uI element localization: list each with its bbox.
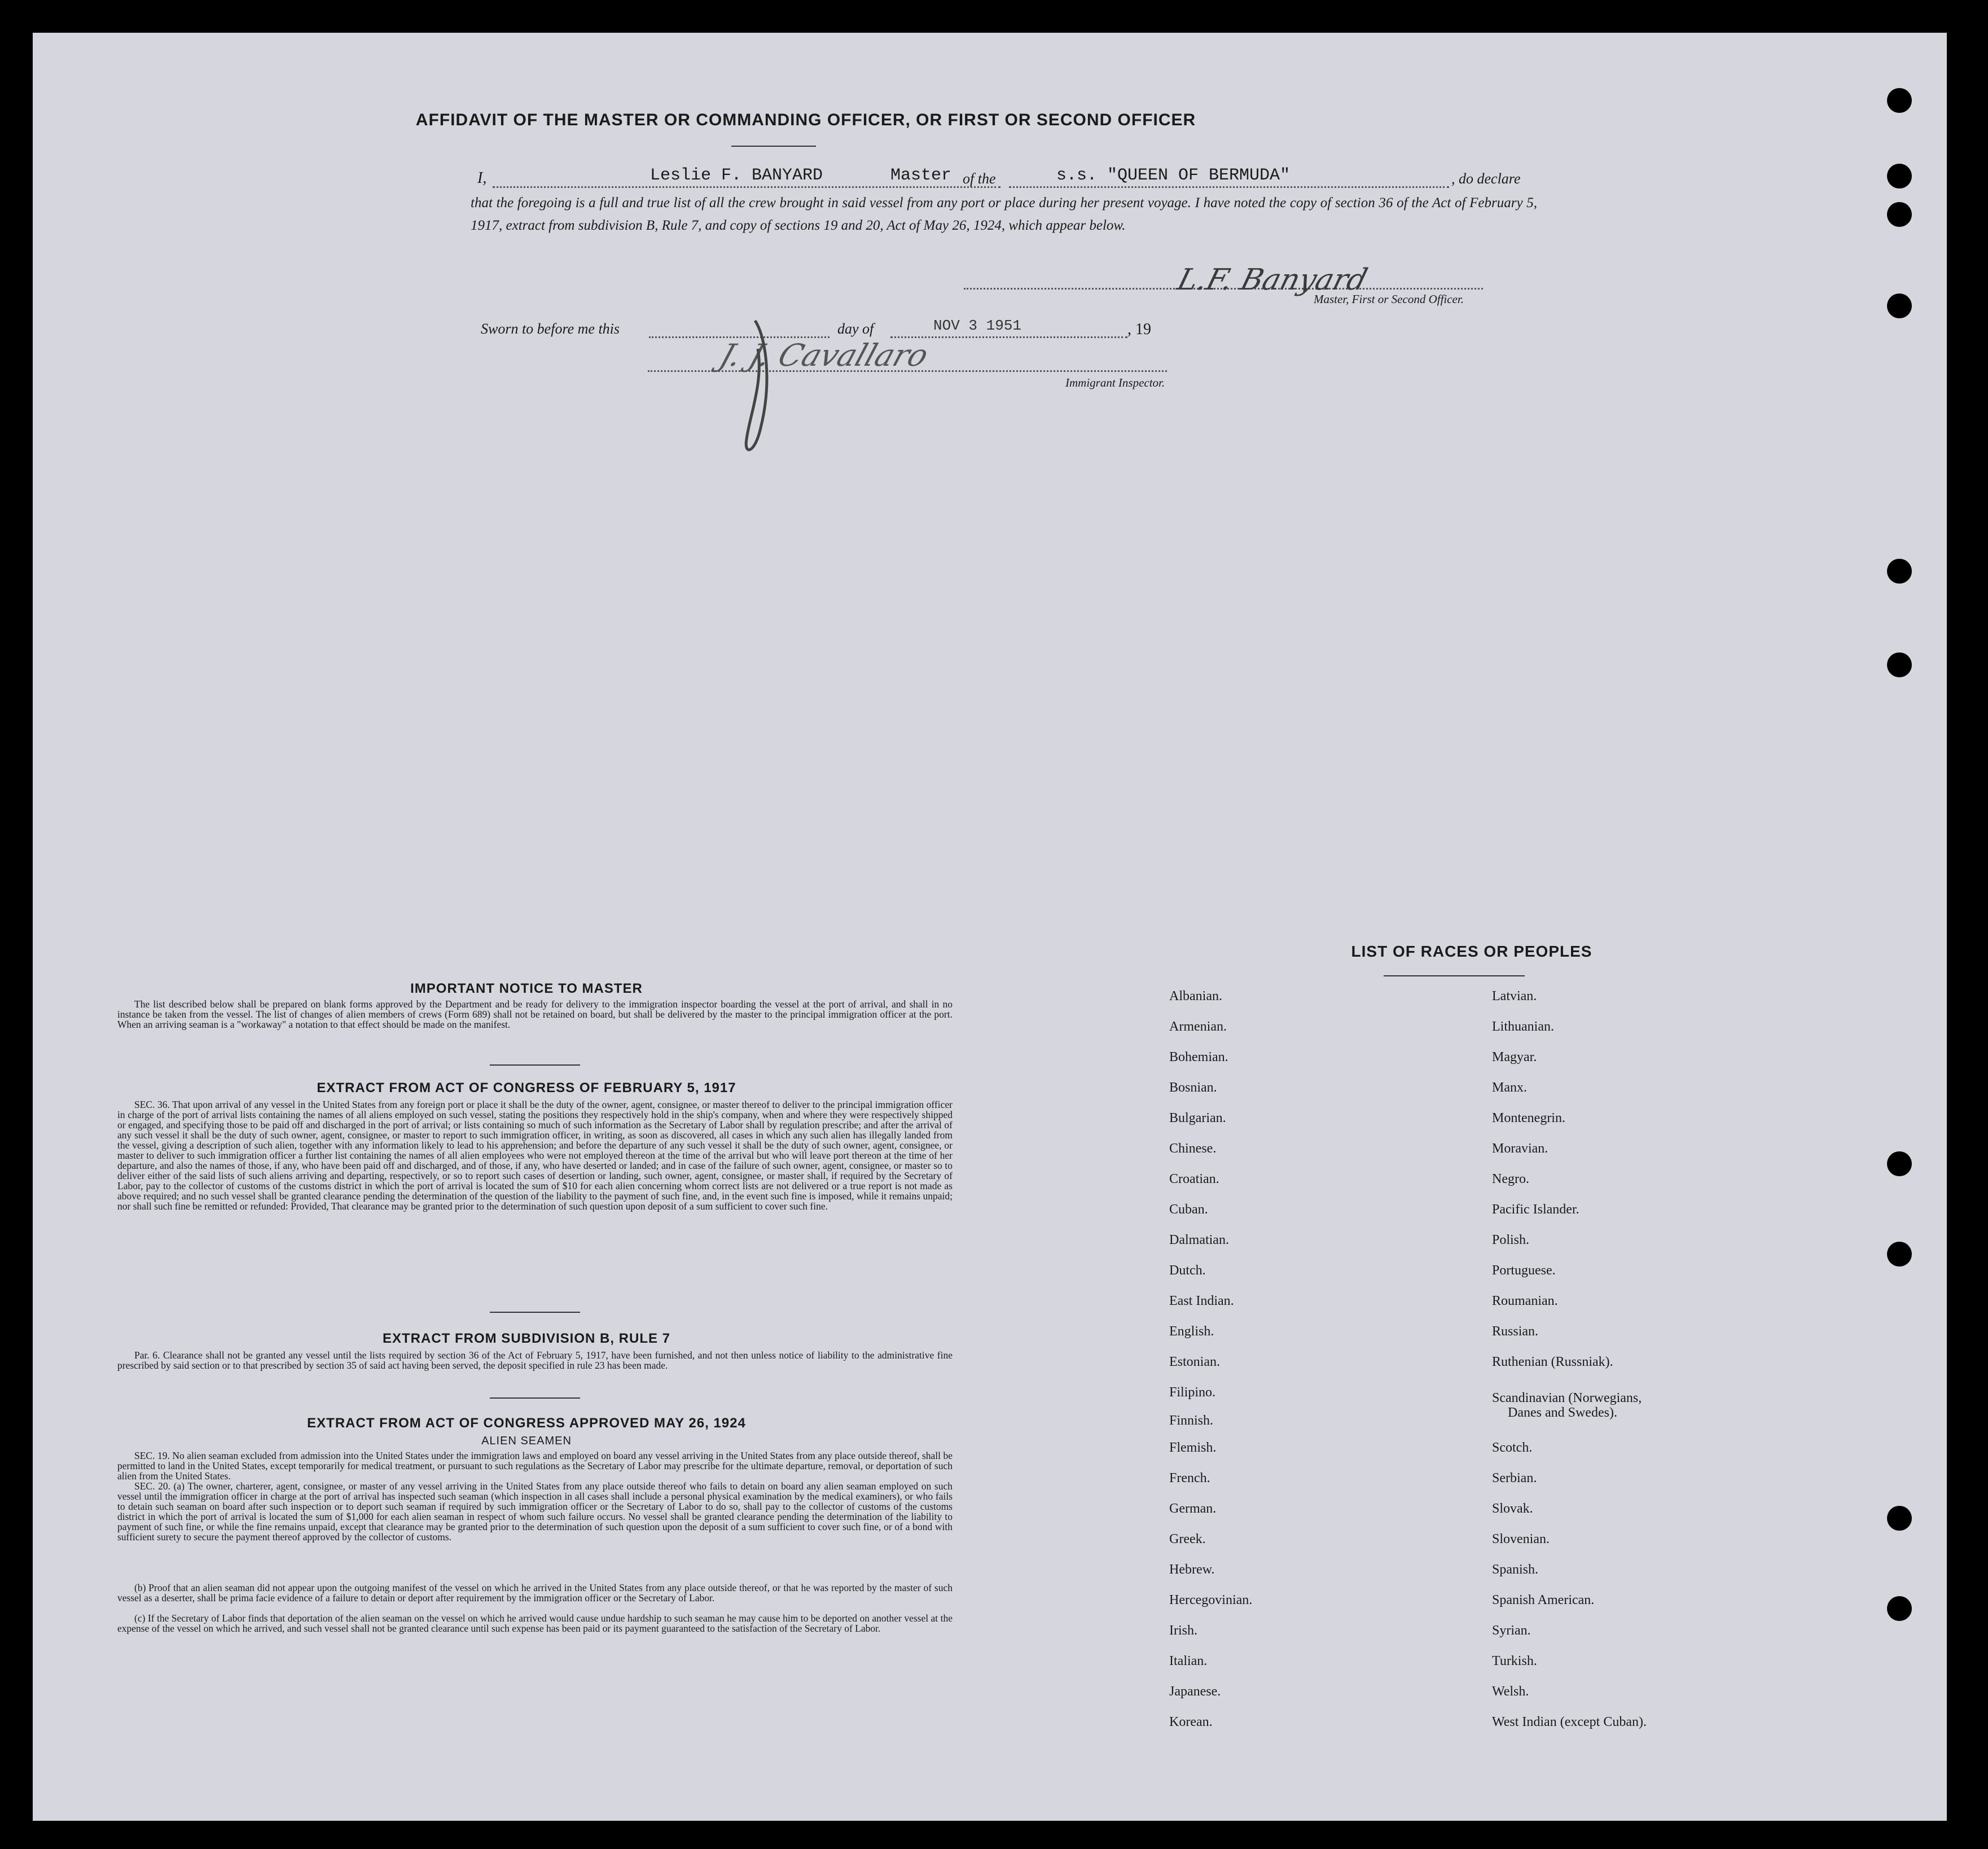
- race-item: Japanese.: [1169, 1684, 1221, 1699]
- race-item: Scandinavian (Norwegians,: [1492, 1391, 1642, 1405]
- race-item: Slovak.: [1492, 1501, 1533, 1516]
- extract-1924-sec19: SEC. 19. No alien seaman excluded from admission into the United States under the immigration laws and employed on board any vessel arriving in the United States from any place outside thereof, shall be permitted to land in the United States, except temporarily for medical treatment, or pursuant to such regulations as the Secretary of Labor may prescribe for the ultimate departure, removal, or deportation of such alien from the United States.: [117, 1450, 953, 1482]
- race-item: Bulgarian.: [1169, 1111, 1226, 1125]
- race-item: Polish.: [1492, 1233, 1530, 1247]
- race-item: Spanish American.: [1492, 1593, 1595, 1607]
- punch-hole: [1887, 1151, 1912, 1176]
- inspector-caption: Immigrant Inspector.: [1065, 376, 1165, 389]
- master-signature: L.F. Banyard: [1173, 263, 1371, 297]
- punch-hole: [1887, 559, 1912, 584]
- race-item: Dutch.: [1169, 1263, 1206, 1278]
- race-item: Portuguese.: [1492, 1263, 1556, 1278]
- race-item: Spanish.: [1492, 1562, 1539, 1577]
- race-item: Roumanian.: [1492, 1294, 1558, 1308]
- race-item: Dalmatian.: [1169, 1233, 1229, 1247]
- race-item: Armenian.: [1169, 1019, 1227, 1034]
- race-item: Greek.: [1169, 1532, 1206, 1546]
- race-item: Turkish.: [1492, 1654, 1537, 1668]
- race-item: French.: [1169, 1471, 1210, 1486]
- notice-title: IMPORTANT NOTICE TO MASTER: [410, 981, 643, 996]
- race-item: Negro.: [1492, 1172, 1529, 1186]
- punch-hole: [1887, 1596, 1912, 1621]
- race-item: Hebrew.: [1169, 1562, 1215, 1577]
- officer-caption: Master, First or Second Officer.: [1314, 292, 1464, 306]
- extract-1917-title: EXTRACT FROM ACT OF CONGRESS OF FEBRUARY 5, 1917: [317, 1080, 736, 1096]
- race-item: Korean.: [1169, 1715, 1213, 1729]
- race-item: Irish.: [1169, 1623, 1197, 1638]
- race-item: West Indian (except Cuban).: [1492, 1715, 1647, 1729]
- race-item: Flemish.: [1169, 1440, 1217, 1455]
- race-item: Cuban.: [1169, 1202, 1208, 1217]
- race-item: Moravian.: [1492, 1141, 1548, 1156]
- punch-hole: [1887, 293, 1912, 318]
- master-name: Leslie F. BANYARD: [650, 166, 823, 185]
- divider: [490, 1064, 580, 1066]
- vessel-name: s.s. "QUEEN OF BERMUDA": [1056, 166, 1291, 185]
- affidavit-title: AFFIDAVIT OF THE MASTER OR COMMANDING OFFICER, OR FIRST OR SECOND OFFICER: [415, 111, 1196, 129]
- notice-text: The list described below shall be prepared on blank forms approved by the Department and be ready for delivery to the immigration inspector boarding the vessel at the port of arrival, and shall in no instance be taken from the vessel. The list of changes of alien members of crews (Form 689) shall not be retained on board, but shall be delivered by the master to the principal immigration officer at the port. When an arriving seaman is a "workaway" a notation to that effect should be made on the manifest.: [117, 998, 953, 1030]
- master-rank: Master: [890, 166, 952, 185]
- punch-hole: [1887, 164, 1912, 189]
- vessel-line: [1009, 186, 1449, 188]
- race-item: Bohemian.: [1169, 1050, 1228, 1064]
- extract-1924-subtitle: ALIEN SEAMEN: [481, 1435, 572, 1447]
- rule7-title: EXTRACT FROM SUBDIVISION B, RULE 7: [382, 1331, 671, 1346]
- race-item: Filipino.: [1169, 1385, 1216, 1400]
- punch-hole: [1887, 88, 1912, 113]
- name-line: [493, 186, 1000, 188]
- sworn-label: Sworn to before me this: [481, 321, 620, 337]
- date-stamp: NOV 3 1951: [933, 317, 1022, 334]
- punch-hole: [1887, 1506, 1912, 1531]
- race-item: Albanian.: [1169, 989, 1222, 1004]
- rule7-text: Par. 6. Clearance shall not be granted any vessel until the lists required by section 36 of the Act of February 5, 1917, have been furnished, and not then unless notice of liability to the administrative fine prescribed by said section or to that prescribed by section 35 of said act having been served, the deposit specified in rule 23 has been made.: [117, 1349, 953, 1371]
- race-item: Magyar.: [1492, 1050, 1537, 1064]
- extract-1924-sec20a: SEC. 20. (a) The owner, charterer, agent, consignee, or master of any vessel arriving in the United States from any place outside thereof who fails to detain on board any alien seaman employed on such vessel until the immigration officer in charge at the port of arrival has inspected such seaman (which inspection in all cases shall include a personal physical examination by the medical examiners), or who fails to detain such seaman on board after such inspection or to deport such seaman if required by such immigration officer or the Secretary of Labor to do so, shall pay to the collector of customs of the customs district in which the port of arrival is located the sum of $1,000 for each alien seaman in respect of whom such failure occurs. No vessel shall be granted clearance pending the determination of the liability to payment of such fine, or while the fine remains unpaid, except that clearance may be granted prior to the determination of such question upon the deposit of a sum sufficient to cover such fine, or of a bond with sufficient surety to secure the payment thereof approved by the collector of customs.: [117, 1480, 953, 1543]
- race-item: Hercegovinian.: [1169, 1593, 1253, 1607]
- race-item: Slovenian.: [1492, 1532, 1550, 1546]
- affidavit-i: I,: [477, 169, 487, 187]
- divider: [490, 1397, 580, 1399]
- inspector-signature: J. J. Cavallaro: [715, 338, 933, 373]
- extract-1917-text: SEC. 36. That upon arrival of any vessel in the United States from any foreign port or place it shall be the duty of the owner, agent, consignee, or master thereof to deliver to the principal immigration officer in charge of the port of arrival lists containing the names of all aliens employed on such vessel, stating the positions they respectively hold in the ship's company, when and where they were respectively shipped or engaged, and specifying those to be paid off and discharged in the port of arrival; or lists containing so much of such information as the Secretary of Labor shall by regulation prescribe; and after the arrival of any such vessel it shall be the duty of such owner, agent, consignee, or master to report to such immigration officer, in writing, as soon as discovered, all cases in which any such alien has illegally landed from the vessel, giving a description of such alien, together with any information likely to lead to his apprehension; and before the departure of any such vessel it shall be the duty of such owner, agent, consignee, or master to deliver to such immigration officer a further list containing the names of all alien employees who were not employed thereon at the time of the arrival but who will leave port thereon at the time of her departure, and also the names of those, if any, who have been paid off and discharged, and of those, if any, who have deserted or landed; and in case of the failure of such owner, agent, consignee, or master so to deliver either of the said lists of such aliens arriving and departing, respectively, or so to report such cases of desertion or landing, such owner, agent, consignee, or master shall, if required by the Secretary of Labor, pay to the collector of customs of the customs district in which the port of arrival is located the sum of $10 for each alien concerning whom correct lists are not delivered or a true report is not made as above required; and no such vessel shall be granted clearance pending the determination of the question of the liability to the payment of such fine, and, in the event such fine is imposed, while it remains unpaid; nor shall such fine be remitted or refunded: Provided, That clearance may be granted prior to the determination of such question upon deposit of a sum sufficient to cover such fine.: [117, 1099, 953, 1212]
- race-item: Russian.: [1492, 1324, 1539, 1339]
- do-declare: , do declare: [1451, 170, 1521, 187]
- race-item: Serbian.: [1492, 1471, 1537, 1486]
- race-item: Welsh.: [1492, 1684, 1529, 1699]
- race-item: East Indian.: [1169, 1294, 1234, 1308]
- race-item: Lithuanian.: [1492, 1019, 1554, 1034]
- sworn-day-of: day of: [837, 321, 874, 337]
- title-rule: [731, 146, 816, 147]
- race-item: Italian.: [1169, 1654, 1208, 1668]
- race-item: Ruthenian (Russniak).: [1492, 1355, 1613, 1369]
- race-item: Croatian.: [1169, 1172, 1219, 1186]
- affidavit-body: that the foregoing is a full and true list of all the crew brought in said vessel from any port or place during her present voyage. I have noted the copy of section 36 of the Act of February 5, 1917, extract from subdivision B, Rule 7, and copy of sections 19 and 20, Act of May 26, 1924, which appear below.: [471, 195, 1537, 233]
- race-item: Syrian.: [1492, 1623, 1531, 1638]
- extract-1924-sec20c: (c) If the Secretary of Labor finds that deportation of the alien seaman on the vessel on which he arrived would cause undue hardship to such seaman he may cause him to be deported on another vessel at the expense of the vessel on which he arrived, and such vessel shall not be granted clearance until such expense has been paid or its payment guaranteed to the satisfaction of the Secretary of Labor.: [117, 1613, 953, 1634]
- of-the-label: of the: [963, 170, 996, 187]
- race-item: English.: [1169, 1324, 1214, 1339]
- punch-hole: [1887, 202, 1912, 227]
- divider: [490, 1312, 580, 1313]
- punch-hole: [1887, 1242, 1912, 1267]
- document-page: [33, 33, 1947, 1821]
- race-item: Estonian.: [1169, 1355, 1220, 1369]
- race-item: Pacific Islander.: [1492, 1202, 1579, 1217]
- race-item: Chinese.: [1169, 1141, 1217, 1156]
- race-item: Latvian.: [1492, 989, 1537, 1004]
- races-title: LIST OF RACES OR PEOPLES: [1351, 943, 1592, 960]
- inspector-signature-stroke: [732, 315, 778, 462]
- year-prefix: , 19: [1127, 321, 1151, 338]
- race-item: Manx.: [1492, 1080, 1527, 1095]
- race-item: Scotch.: [1492, 1440, 1533, 1455]
- race-item: Montenegrin.: [1492, 1111, 1565, 1125]
- race-item: Bosnian.: [1169, 1080, 1217, 1095]
- races-title-rule: [1384, 975, 1525, 976]
- race-item: Finnish.: [1169, 1413, 1214, 1428]
- extract-1924-sec20b: (b) Proof that an alien seaman did not appear upon the outgoing manifest of the vessel on which he arrived in the United States from any place outside thereof, or that he was reported by the master of such vessel as a deserter, shall be prima facie evidence of a failure to detain or deport after requirement by the immigration officer or the Secretary of Labor.: [117, 1582, 953, 1603]
- extract-1924-title: EXTRACT FROM ACT OF CONGRESS APPROVED MAY 26, 1924: [307, 1416, 746, 1431]
- punch-hole: [1887, 652, 1912, 677]
- race-item: Danes and Swedes).: [1508, 1405, 1617, 1420]
- race-item: German.: [1169, 1501, 1217, 1516]
